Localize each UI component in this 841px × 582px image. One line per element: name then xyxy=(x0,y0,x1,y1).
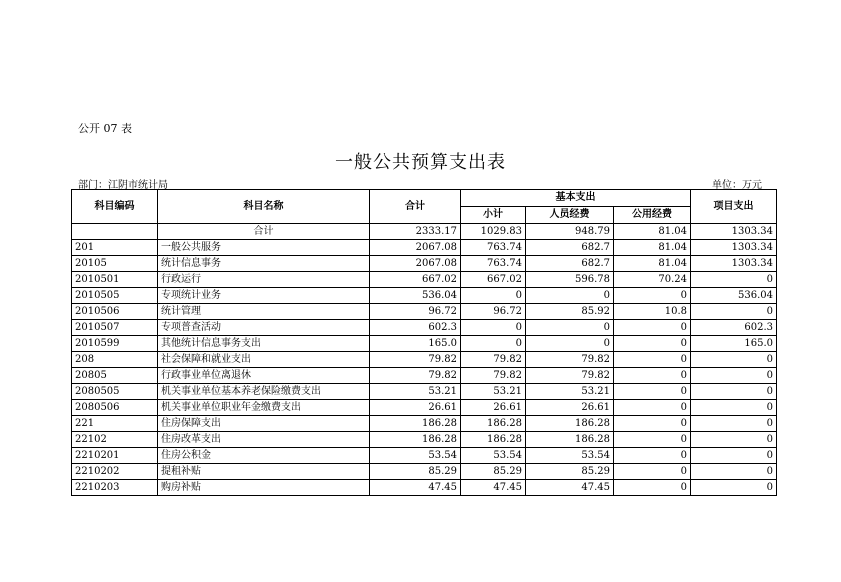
header-project: 项目支出 xyxy=(691,190,777,224)
row-code: 2210201 xyxy=(72,448,158,464)
row-personnel: 79.82 xyxy=(526,352,614,368)
row-public: 81.04 xyxy=(614,240,691,256)
row-name: 机关事业单位职业年金缴费支出 xyxy=(158,400,370,416)
row-project: 0 xyxy=(691,384,777,400)
row-public: 0 xyxy=(614,432,691,448)
row-project: 1303.34 xyxy=(691,240,777,256)
row-project: 0 xyxy=(691,416,777,432)
row-public: 0 xyxy=(614,384,691,400)
row-personnel: 26.61 xyxy=(526,400,614,416)
row-project: 0 xyxy=(691,480,777,496)
row-code: 201 xyxy=(72,240,158,256)
row-total: 667.02 xyxy=(370,272,461,288)
row-code: 22102 xyxy=(72,432,158,448)
row-personnel: 596.78 xyxy=(526,272,614,288)
header-row-1 xyxy=(72,190,777,207)
table-row xyxy=(72,416,777,432)
row-personnel: 0 xyxy=(526,320,614,336)
row-name: 行政运行 xyxy=(158,272,370,288)
row-personnel: 47.45 xyxy=(526,480,614,496)
row-personnel: 85.92 xyxy=(526,304,614,320)
row-public: 0 xyxy=(614,416,691,432)
row-public: 0 xyxy=(614,400,691,416)
row-subtotal: 53.54 xyxy=(461,448,526,464)
row-total: 85.29 xyxy=(370,464,461,480)
row-code: 2010507 xyxy=(72,320,158,336)
row-total: 602.3 xyxy=(370,320,461,336)
row-subtotal: 85.29 xyxy=(461,464,526,480)
row-name: 合计 xyxy=(158,224,370,240)
row-code: 2210202 xyxy=(72,464,158,480)
row-project: 0 xyxy=(691,352,777,368)
table-row xyxy=(72,400,777,416)
header-total: 合计 xyxy=(370,190,461,224)
row-code: 20105 xyxy=(72,256,158,272)
row-subtotal: 1029.83 xyxy=(461,224,526,240)
table-row xyxy=(72,224,777,240)
row-subtotal: 0 xyxy=(461,288,526,304)
row-project: 165.0 xyxy=(691,336,777,352)
row-subtotal: 186.28 xyxy=(461,416,526,432)
document-title: 一般公共预算支出表 xyxy=(335,152,506,173)
row-public: 81.04 xyxy=(614,256,691,272)
row-total: 2067.08 xyxy=(370,240,461,256)
row-project: 0 xyxy=(691,368,777,384)
row-project: 602.3 xyxy=(691,320,777,336)
row-total: 53.54 xyxy=(370,448,461,464)
row-personnel: 948.79 xyxy=(526,224,614,240)
row-public: 0 xyxy=(614,368,691,384)
row-public: 0 xyxy=(614,480,691,496)
row-total: 186.28 xyxy=(370,432,461,448)
row-public: 70.24 xyxy=(614,272,691,288)
row-name: 住房公积金 xyxy=(158,448,370,464)
row-code: 2010506 xyxy=(72,304,158,320)
row-project: 0 xyxy=(691,448,777,464)
budget-table xyxy=(71,189,777,496)
row-total: 96.72 xyxy=(370,304,461,320)
row-subtotal: 79.82 xyxy=(461,368,526,384)
row-total: 79.82 xyxy=(370,368,461,384)
table-row xyxy=(72,304,777,320)
row-public: 0 xyxy=(614,320,691,336)
document-code: 公开 07 表 xyxy=(78,122,132,135)
row-public: 0 xyxy=(614,288,691,304)
row-code: 208 xyxy=(72,352,158,368)
row-name: 住房保障支出 xyxy=(158,416,370,432)
table-row xyxy=(72,256,777,272)
row-subtotal: 96.72 xyxy=(461,304,526,320)
row-code: 2010505 xyxy=(72,288,158,304)
row-personnel: 53.54 xyxy=(526,448,614,464)
row-subtotal: 0 xyxy=(461,320,526,336)
row-personnel: 0 xyxy=(526,288,614,304)
header-name: 科目名称 xyxy=(158,190,370,224)
table-row xyxy=(72,480,777,496)
row-project: 536.04 xyxy=(691,288,777,304)
table-row xyxy=(72,384,777,400)
table-row xyxy=(72,320,777,336)
row-total: 165.0 xyxy=(370,336,461,352)
row-subtotal: 0 xyxy=(461,336,526,352)
row-subtotal: 763.74 xyxy=(461,240,526,256)
row-code: 2010599 xyxy=(72,336,158,352)
row-public: 10.8 xyxy=(614,304,691,320)
row-code: 2010501 xyxy=(72,272,158,288)
row-subtotal: 667.02 xyxy=(461,272,526,288)
row-project: 0 xyxy=(691,400,777,416)
row-subtotal: 186.28 xyxy=(461,432,526,448)
table-row xyxy=(72,336,777,352)
row-code xyxy=(72,224,158,240)
row-public: 0 xyxy=(614,352,691,368)
row-personnel: 79.82 xyxy=(526,368,614,384)
row-subtotal: 53.21 xyxy=(461,384,526,400)
row-name: 一般公共服务 xyxy=(158,240,370,256)
row-name: 购房补贴 xyxy=(158,480,370,496)
row-subtotal: 47.45 xyxy=(461,480,526,496)
row-personnel: 53.21 xyxy=(526,384,614,400)
row-project: 1303.34 xyxy=(691,224,777,240)
row-name: 统计信息事务 xyxy=(158,256,370,272)
row-project: 0 xyxy=(691,432,777,448)
row-public: 0 xyxy=(614,336,691,352)
row-project: 0 xyxy=(691,304,777,320)
row-personnel: 186.28 xyxy=(526,432,614,448)
row-code: 2080505 xyxy=(72,384,158,400)
table-row xyxy=(72,288,777,304)
table-row xyxy=(72,368,777,384)
header-code: 科目编码 xyxy=(72,190,158,224)
header-public: 公用经费 xyxy=(614,207,691,224)
row-name: 行政事业单位离退休 xyxy=(158,368,370,384)
header-basic: 基本支出 xyxy=(461,190,691,207)
unit-label: 单位：万元 xyxy=(712,180,762,191)
row-total: 26.61 xyxy=(370,400,461,416)
row-personnel: 186.28 xyxy=(526,416,614,432)
row-total: 2333.17 xyxy=(370,224,461,240)
row-subtotal: 763.74 xyxy=(461,256,526,272)
row-name: 社会保障和就业支出 xyxy=(158,352,370,368)
header-personnel: 人员经费 xyxy=(526,207,614,224)
row-name: 机关事业单位基本养老保险缴费支出 xyxy=(158,384,370,400)
row-project: 1303.34 xyxy=(691,256,777,272)
table-row xyxy=(72,240,777,256)
row-total: 79.82 xyxy=(370,352,461,368)
row-total: 2067.08 xyxy=(370,256,461,272)
row-code: 2080506 xyxy=(72,400,158,416)
row-total: 53.21 xyxy=(370,384,461,400)
header-subtotal: 小计 xyxy=(461,207,526,224)
table-row xyxy=(72,432,777,448)
row-personnel: 682.7 xyxy=(526,240,614,256)
row-code: 221 xyxy=(72,416,158,432)
table-row xyxy=(72,464,777,480)
row-subtotal: 79.82 xyxy=(461,352,526,368)
row-name: 其他统计信息事务支出 xyxy=(158,336,370,352)
row-project: 0 xyxy=(691,272,777,288)
row-total: 186.28 xyxy=(370,416,461,432)
row-public: 81.04 xyxy=(614,224,691,240)
table-row xyxy=(72,352,777,368)
table-row xyxy=(72,448,777,464)
row-total: 47.45 xyxy=(370,480,461,496)
row-code: 20805 xyxy=(72,368,158,384)
row-total: 536.04 xyxy=(370,288,461,304)
row-subtotal: 26.61 xyxy=(461,400,526,416)
row-name: 住房改革支出 xyxy=(158,432,370,448)
row-personnel: 85.29 xyxy=(526,464,614,480)
row-name: 提租补贴 xyxy=(158,464,370,480)
table-row xyxy=(72,272,777,288)
row-public: 0 xyxy=(614,448,691,464)
row-personnel: 0 xyxy=(526,336,614,352)
row-public: 0 xyxy=(614,464,691,480)
row-personnel: 682.7 xyxy=(526,256,614,272)
department-label: 部门：江阴市统计局 xyxy=(78,180,168,191)
row-project: 0 xyxy=(691,464,777,480)
row-name: 专项统计业务 xyxy=(158,288,370,304)
row-name: 专项普查活动 xyxy=(158,320,370,336)
row-code: 2210203 xyxy=(72,480,158,496)
row-name: 统计管理 xyxy=(158,304,370,320)
